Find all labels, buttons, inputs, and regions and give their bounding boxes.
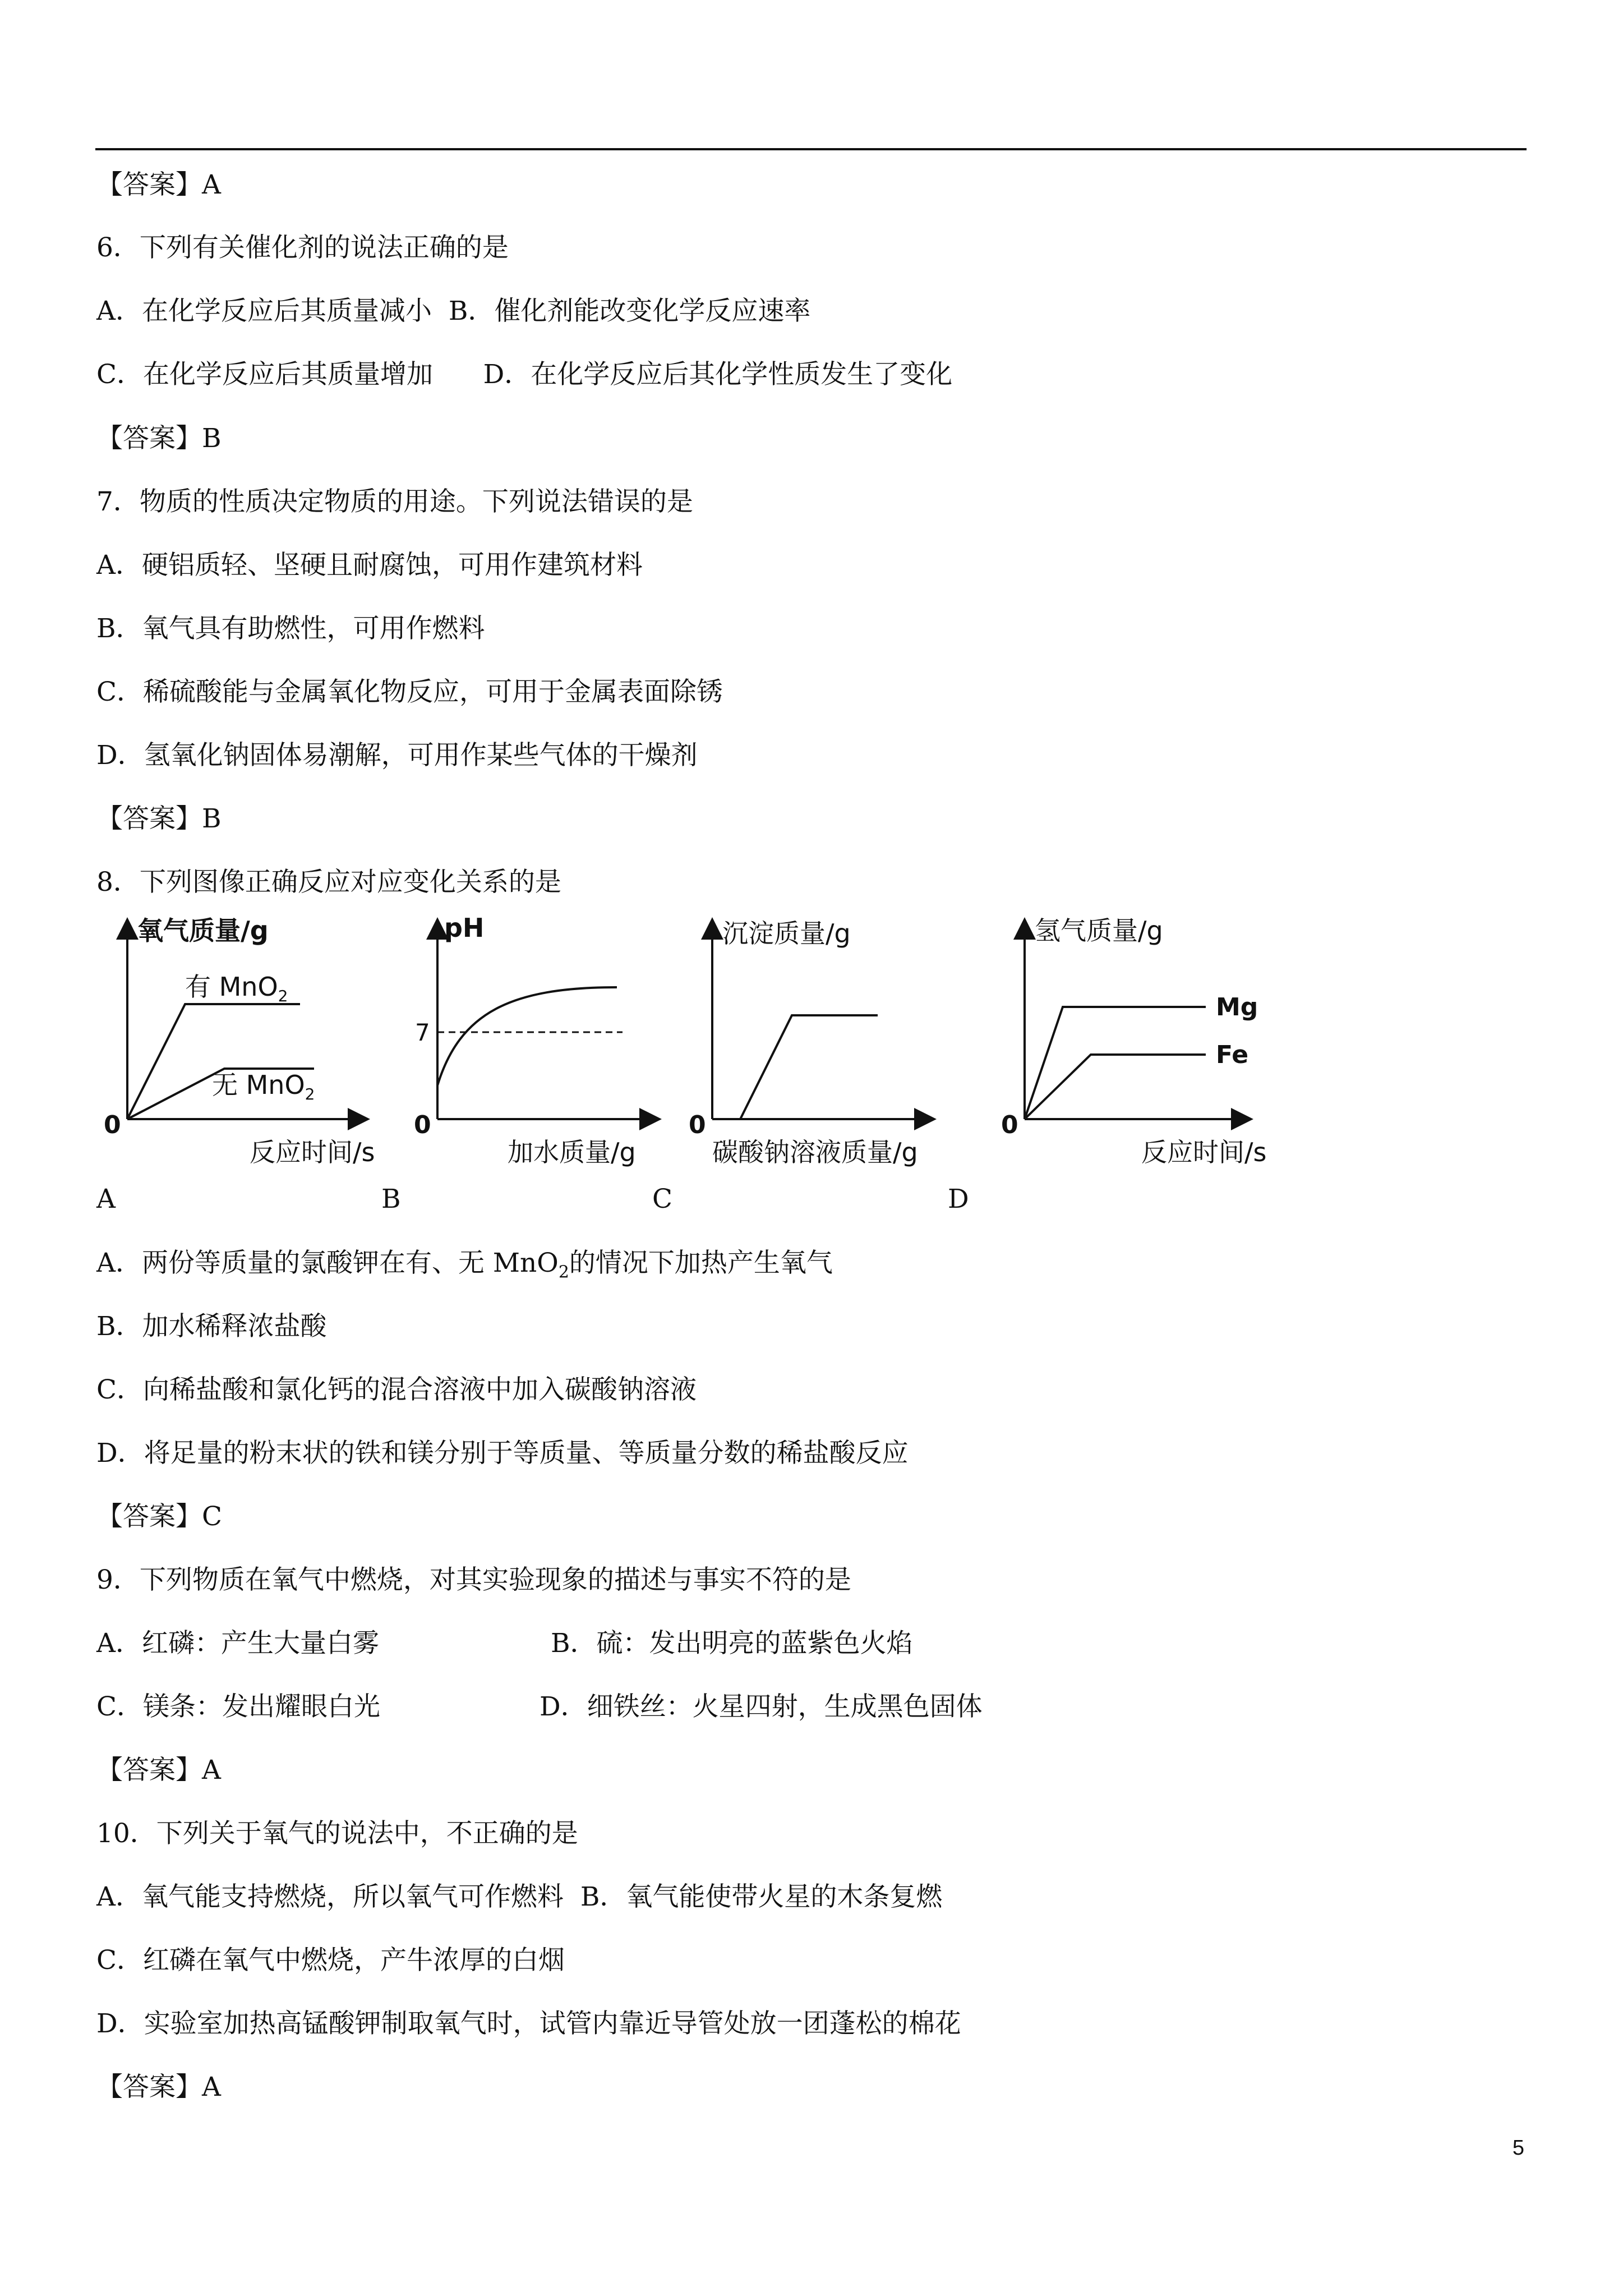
q10-option-c: C．红磷在氧气中燃烧，产牛浓厚的白烟 (96, 1945, 565, 1976)
answer-8: 【答案】C (96, 1501, 222, 1532)
graph-a-ylabel: 氧气质量/g (137, 915, 269, 946)
q7-option-d: D．氢氧化钠固体易潮解，可用作某些气体的干燥剂 (96, 740, 698, 771)
q7-option-c: C．稀硫酸能与金属氧化物反应，可用于金属表面除锈 (96, 677, 723, 707)
graph-c-origin: 0 (689, 1111, 706, 1139)
graph-label-c: C (652, 1184, 672, 1214)
curve-with-mno2 (127, 1004, 300, 1119)
answer-7: 【答案】B (96, 803, 222, 834)
graph-d-series-mg: Mg (1216, 993, 1258, 1022)
graph-label-b: B (381, 1184, 401, 1214)
graph-b-xlabel: 加水质量/g (508, 1137, 636, 1167)
graph-d-series-fe: Fe (1216, 1041, 1249, 1069)
q9-stem: 9．下列物质在氧气中燃烧，对其实验现象的描述与事实不符的是 (96, 1565, 851, 1595)
graph-b (409, 912, 673, 1175)
q6-options-ab (96, 295, 810, 328)
q9-options-ab (96, 1627, 913, 1660)
q6-option-b: B．催化剂能改变化学反应速率 (448, 296, 811, 326)
answer-5: 【答案】A (96, 169, 221, 200)
answer-9: 【答案】A (96, 1755, 221, 1786)
graph-a (95, 912, 387, 1175)
q7-stem: 7．物质的性质决定物质的用途。下列说法错误的是 (96, 486, 693, 517)
graph-label-a: A (96, 1184, 116, 1214)
q9-option-c: C．镁条：发出耀眼白光 (96, 1691, 380, 1722)
graph-a-origin: 0 (104, 1111, 121, 1139)
graph-b-tick-7: 7 (415, 1019, 430, 1046)
graph-label-d: D (948, 1184, 969, 1214)
q8-graphs (95, 912, 1301, 1175)
graph-d-origin: 0 (1001, 1111, 1018, 1139)
q8-option-b: B．加水稀释浓盐酸 (96, 1311, 327, 1342)
q8-option-c: C．向稀盐酸和氯化钙的混合溶液中加入碳酸钠溶液 (96, 1374, 697, 1405)
graph-a-xlabel: 反应时间/s (250, 1137, 375, 1167)
curve-mg (1025, 1007, 1206, 1119)
q9-options-cd (96, 1690, 983, 1724)
curve-precipitate (740, 1015, 878, 1119)
q10-option-d: D．实验室加热高锰酸钾制取氧气时，试管内靠近导管处放一团蓬松的棉花 (96, 2008, 961, 2039)
q10-stem: 10．下列关于氧气的说法中，不正确的是 (96, 1818, 578, 1849)
graph-d-xlabel: 反应时间/s (1141, 1137, 1267, 1167)
q9-option-b: B．硫：发出明亮的蓝紫色火焰 (551, 1628, 913, 1659)
answer-6: 【答案】B (96, 423, 222, 454)
graph-d-ylabel: 氢气质量/g (1035, 915, 1163, 946)
q9-option-d: D．细铁丝：火星四射，生成黑色固体 (540, 1691, 983, 1722)
q6-option-c: C．在化学反应后其质量增加 (96, 359, 433, 390)
header-rule (95, 148, 1527, 150)
q8-option-d: D．将足量的粉末状的铁和镁分别于等质量、等质量分数的稀盐酸反应 (96, 1438, 909, 1469)
answer-10: 【答案】A (96, 2072, 221, 2102)
curve-ph (437, 987, 617, 1085)
q9-option-a: A．红磷：产生大量白雾 (96, 1628, 379, 1659)
q6-option-d: D．在化学反应后其化学性质发生了变化 (483, 359, 953, 390)
q6-options-cd (96, 358, 952, 392)
graph-b-ylabel: pH (444, 913, 485, 943)
q10-option-a: A．氧气能支持燃烧，所以氧气可作燃料 (96, 1881, 564, 1912)
q6-option-a: A．在化学反应后其质量减小 (96, 296, 432, 326)
graph-b-origin: 0 (414, 1111, 431, 1139)
graph-a-series1: 有 MnO$_2$ (185, 972, 288, 1005)
q7-option-a: A．硬铝质轻、坚硬且耐腐蚀，可用作建筑材料 (96, 550, 643, 581)
graph-c-ylabel: 沉淀质量/g (722, 918, 851, 949)
q8-stem: 8．下列图像正确反应对应变化关系的是 (96, 867, 561, 898)
q8-option-a: A．两份等质量的氯酸钾在有、无 MnO$_2$的情况下加热产生氧气 (96, 1248, 833, 1282)
q10-option-b: B．氧气能使带火星的木条复燃 (580, 1881, 943, 1912)
graph-d (993, 912, 1307, 1175)
graph-c (684, 912, 976, 1175)
q7-option-b: B．氧气具有助燃性，可用作燃料 (96, 613, 485, 644)
curve-fe (1025, 1055, 1206, 1119)
q10-options-ab (96, 1880, 942, 1914)
q6-stem: 6．下列有关催化剂的说法正确的是 (96, 232, 509, 263)
graph-c-xlabel: 碳酸钠溶液质量/g (712, 1137, 918, 1167)
page-number: 5 (1512, 2136, 1524, 2160)
graph-a-series2: 无 MnO$_2$ (212, 1070, 315, 1103)
